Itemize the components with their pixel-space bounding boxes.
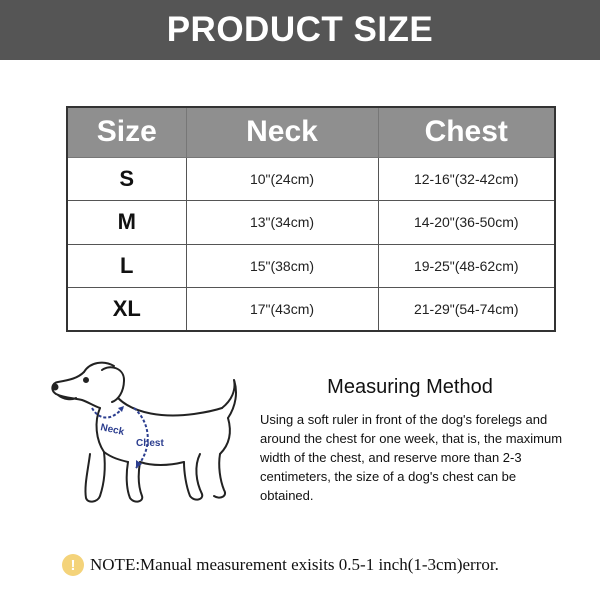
neck-label: Neck bbox=[99, 422, 126, 438]
note-bar bbox=[62, 553, 499, 577]
chest-cell: 21-29"(54-74cm) bbox=[378, 288, 555, 332]
neck-cell: 15"(38cm) bbox=[186, 244, 378, 288]
size-cell: XL bbox=[67, 288, 186, 332]
table-row bbox=[67, 244, 555, 288]
neck-cell: 13"(34cm) bbox=[186, 201, 378, 245]
dog-outline-icon bbox=[52, 363, 236, 502]
dog-measurement-diagram bbox=[44, 350, 244, 532]
size-cell: M bbox=[67, 201, 186, 245]
measuring-method-text: Using a soft ruler in front of the dog's forelegs and around the chest for one week, that is, the maximum width of the chest, and reserve more than 2-3 centimeters, the size of a dog's chest can be obtained. bbox=[260, 412, 563, 503]
chest-label: Chest bbox=[136, 438, 164, 449]
page-title: PRODUCT SIZE bbox=[166, 10, 434, 49]
table-row bbox=[67, 288, 555, 332]
exclamation-icon: ! bbox=[62, 554, 84, 576]
size-table bbox=[66, 106, 556, 332]
table-row bbox=[67, 157, 555, 201]
table-row bbox=[67, 201, 555, 245]
column-header-neck: Neck bbox=[186, 107, 378, 157]
note-text: NOTE:Manual measurement exisits 0.5-1 inch(1-3cm)error. bbox=[90, 555, 499, 574]
chest-cell: 14-20"(36-50cm) bbox=[378, 201, 555, 245]
size-cell: S bbox=[67, 157, 186, 201]
size-cell: L bbox=[67, 244, 186, 288]
chest-cell: 19-25"(48-62cm) bbox=[378, 244, 555, 288]
table-header-row bbox=[67, 107, 555, 157]
measuring-method-title: Measuring Method bbox=[327, 376, 493, 398]
header-banner bbox=[0, 0, 600, 60]
neck-cell: 17"(43cm) bbox=[186, 288, 378, 332]
chest-cell: 12-16"(32-42cm) bbox=[378, 157, 555, 201]
column-header-chest: Chest bbox=[378, 107, 555, 157]
neck-cell: 10"(24cm) bbox=[186, 157, 378, 201]
column-header-size: Size bbox=[67, 107, 186, 157]
